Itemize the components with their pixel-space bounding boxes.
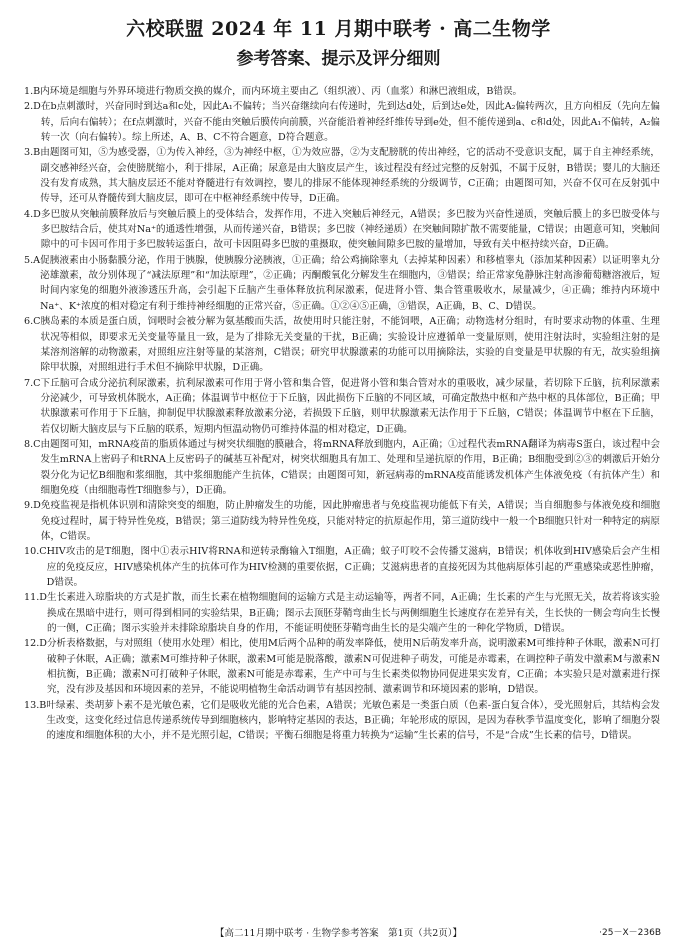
answer-text: 多巴胺从突触前膜释放后与突触后膜上的受体结合，发挥作用，不进入突触后神经元，A错误；多巴胺为兴奋性递质，突触后膜上的多巴胺受体与多巴胺结合后，使其对Na⁺的通透性增强，从而传递兴奋，B错误；多巴胺（神经递质）在突触间隙扩散不需要能量，C错误；由题意可知，突触间隙中的可卡因可作用于多巴胺转运蛋白，故可卡因阻碍多巴胺的重摄取，使突触间隙多巴胺的量增加，导致有关中枢持续兴奋，D正确。 bbox=[40, 208, 660, 251]
answer-text: 叶绿素、类胡萝卜素不是光敏色素，它们是吸收光能的光合色素，A错误；光敏色素是一类蛋白质（色素-蛋白复合体），受光照射后，其结构会发生改变，这变化经过信息传递系统传导到细胞核内，影响特定基因的表达，B正确；年轮形成的原因，是因为春秋季节温度变化，影响了细胞分裂的速度和细胞体积的大小，并不是光照引起，C错误；平衡石细胞是将重力转换为“运输”生长素的信号，不是“合成”生长素的信号，D错误。 bbox=[46, 699, 660, 742]
answer-number: 3.B bbox=[24, 147, 41, 159]
answer-list bbox=[24, 84, 660, 744]
answer-item-9 bbox=[24, 498, 660, 544]
answer-text: 内环境是细胞与外界环境进行物质交换的媒介，而内环境主要由乙（组织液）、丙（血浆）和淋巴液组成，B错误。 bbox=[40, 86, 523, 97]
answer-item-11 bbox=[24, 590, 660, 636]
answer-text: 由题图可知，mRNA疫苗的脂质体通过与树突状细胞的膜融合，将mRNA释放到胞内，A正确；①过程代表mRNA翻译为病毒S蛋白，该过程中会发生mRNA上密码子和tRNA上反密码子的碱基互补配对，树突状细胞具有加工、处理和呈递抗原的作用，B正确；B细胞受到②③的刺激后开始分裂分化为记忆B细胞和浆细胞，其中浆细胞能产生抗体，C错误；由题图可知，新冠病毒的mRNA疫苗能诱发机体产生体液免疫（有抗体产生）和细胞免疫（由细胞毒性T细胞参与），D正确。 bbox=[40, 438, 660, 496]
answer-number: 5.A bbox=[24, 254, 41, 266]
answer-text: 生长素进入琼脂块的方式是扩散，而生长素在植物细胞间的运输方式是主动运输等，两者不同，A正确；生长素的产生与光照无关，故若将该实验换成在黑暗中进行，则可得到相同的实验结果，B正确；图示去顶胚芽鞘弯曲生长与两侧细胞生长速度存在差异有关，生长快的一侧会弯向生长慢的一侧，C正确；图示实验并未排除琼脂块自身的作用，不能证明使胚芽鞘弯曲生长的是尖端产生的一种化学物质，D错误。 bbox=[46, 592, 660, 635]
answer-item-1 bbox=[24, 84, 660, 99]
answer-number: 11.D bbox=[24, 592, 47, 604]
answer-number: 12.D bbox=[24, 638, 47, 650]
answer-number: 10.C bbox=[24, 546, 47, 558]
answer-text: 分析表格数据，与对照组（使用水处理）相比，使用M后两个品种的萌发率降低，使用N后萌发率升高，说明激素M可维持种子休眠，激素N可打破种子休眠，A正确；激素M可维持种子休眠，激素M可能是脱落酸，激素N可促进种子萌发，可能是赤霉素，在调控种子萌发中激素M与激素N相抗衡，B正确；激素N可打破种子休眠，激素N可能是赤霉素，生产中可与生长素类似物协同促进果实发育，C正确；本实验只是对激素进行探究，没有涉及基因和环境因素的差异，不能说明植物生命活动调节有基因控制、激素调节和环境因素的影响，D错误。 bbox=[46, 638, 660, 696]
answer-item-3 bbox=[24, 145, 660, 206]
answer-text: 胰岛素的本质是蛋白质，饲喂时会被分解为氨基酸而失活，故使用时只能注射，不能饲喂，A正确；动物选材分组时，有时要求动物的体重、生理状况等相似，即要求无关变量等量且一致，是为了排除无关变量的干扰，B正确；实验设计应遵循单一变量原则，使用注射法时，实验组注射的是某溶剂溶解的动物激素，对照组应注射等量的某溶剂，C错误；研究甲状腺激素的功能可以用摘除法，实验的自变量是甲状腺的有无，故实验组摘除甲状腺，对照组进行手术但不摘除甲状腺，D正确。 bbox=[40, 316, 660, 374]
answer-text: 下丘脑可合成分泌抗利尿激素，抗利尿激素可作用于肾小管和集合管，促进肾小管和集合管对水的重吸收，减少尿量，若切除下丘脑，抗利尿激素分泌减少，可导致机体脱水，A正确；体温调节中枢位于下丘脑，因此损伤下丘脑的不同区域，可确定散热中枢和产热中枢的具体部位，B正确；甲状腺激素可作用于下丘脑，抑制促甲状腺激素释放激素分泌，若损毁下丘脑，则甲状腺激素无法作用于下丘脑，C错误；体温调节中枢在下丘脑，若仅切断大脑皮层与下丘脑的联系，短期内恒温动物仍可维持体温的相对稳定，D正确。 bbox=[40, 377, 660, 435]
page-footer bbox=[0, 925, 677, 941]
answer-item-12 bbox=[24, 636, 660, 697]
answer-number: 13.B bbox=[24, 699, 47, 711]
page-title: 六校联盟 2024 年 11 月期中联考 · 高二生物学 bbox=[126, 18, 551, 40]
answer-text: 在b点刺激时，兴奋同时到达a和c处，因此A₁不偏转；当兴奋继续向右传递时，先到达d处，后到达e处，因此A₂偏转两次，且方向相反（先向左偏转，后向右偏转）；在f点刺激时，兴奋不能由突触后膜传向前膜，兴奋能沿着神经纤维传导到e处，但不能传递到a、c和d处，因此A₁不偏转，A₂偏转一次（向右偏转）。综上所述，A、B、C不符合题意，D符合题意。 bbox=[40, 101, 660, 144]
answer-number: 9.D bbox=[24, 500, 41, 512]
footer-code: ·25－X－236B bbox=[599, 928, 661, 938]
answer-number: 7.C bbox=[24, 377, 41, 389]
answer-item-5 bbox=[24, 253, 660, 314]
answer-number: 6.C bbox=[24, 316, 41, 328]
answer-item-8 bbox=[24, 437, 660, 498]
footer-text: 【高二11月期中联考 · 生物学参考答案 第1页（共2页）】 bbox=[215, 928, 462, 939]
answer-number: 8.C bbox=[24, 438, 41, 450]
answer-item-13 bbox=[24, 698, 660, 744]
answer-text: HIV攻击的是T细胞，图中①表示HIV将RNA和逆转录酶输入T细胞，A正确；蚊子叮咬不会传播艾滋病，B错误；机体收到HIV感染后会产生相应的免疫反应，HIV感染机体产生的抗体可作为HIV检测的重要依据，C正确；艾滋病患者的直接死因为其他病原体引起的严重感染或恶性肿瘤，D错误。 bbox=[46, 546, 660, 588]
answer-text: 免疫监视是指机体识别和清除突变的细胞，防止肿瘤发生的功能，因此肿瘤患者与免疫监视功能低下有关，A错误；当自细胞参与体液免疫和细胞免疫过程时，属于特异性免疫，B错误；第三道防线为特异性免疫，只能对特定的抗原起作用，第三道防线中一般一个B细胞只针对一种特定的病原体，C错误。 bbox=[40, 500, 660, 542]
answer-item-10 bbox=[24, 544, 660, 590]
answer-text: 由题图可知，⑤为感受器，①为传入神经，③为神经中枢，①为效应器，②为支配膀胱的传出神经，它的活动不受意识支配，属于自主神经系统，副交感神经兴奋，会使膀胱缩小，利于排尿，A正确；尿意是由大脑皮层产生，该过程没有经过完整的反射弧，不属于反射，B错误；婴儿的大脑还没有发育成熟，其大脑皮层还不能对脊髓进行有效调控，婴儿的排尿不能体现神经系统的分级调节，C正确；由题图可知，兴奋不仅可在反射弧中传导，还可从脊髓传到大脑皮层，即可在中枢神经系统中传导，D正确。 bbox=[40, 147, 660, 205]
answer-number: 4.D bbox=[24, 208, 41, 220]
answer-item-7 bbox=[24, 376, 660, 437]
answer-number: 2.D bbox=[24, 101, 41, 113]
answer-number: 1.B bbox=[24, 86, 41, 97]
answer-text: 促胰液素由小肠黏膜分泌，作用于胰腺，使胰腺分泌胰液，①正确；给公鸡摘除睾丸（去掉某种因素）和移植睾丸（添加某种因素）以证明睾丸分泌雄激素，故分别体现了“减法原理”和“加法原理”，②正确；丙酮酸氧化分解发生在细胞内，③错误；给正常家兔静脉注射高渗葡萄糖溶液后，短时间内家兔的细胞外液渗透压升高，会引起下丘脑产生垂体释放抗利尿激素，促进肾小管、集合管重吸收水，尿量减少，④正确；维持内环境中Na⁺、K⁺浓度的相对稳定有利于维持神经细胞的正常兴奋，⑤正确。①②④⑤正确，③错误，A正确，B、C、D错误。 bbox=[40, 254, 660, 312]
answer-item-6 bbox=[24, 314, 660, 375]
answer-item-2 bbox=[24, 99, 660, 145]
answer-item-4 bbox=[24, 207, 660, 253]
page-subtitle: 参考答案、提示及评分细则 bbox=[236, 49, 441, 69]
